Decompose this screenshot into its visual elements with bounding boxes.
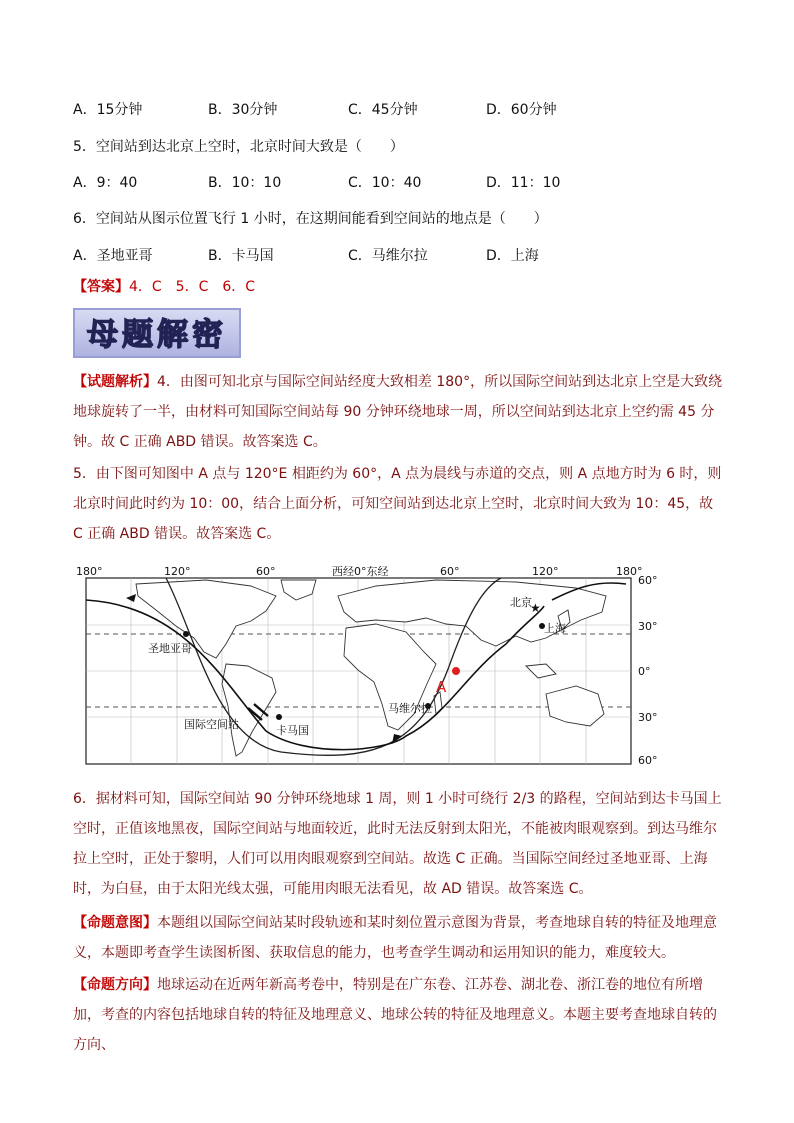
kama-dot (276, 714, 282, 720)
lat-label-60n: 60° (638, 574, 658, 587)
lat-label-60s: 60° (638, 754, 658, 766)
lat-label-30s: 30° (638, 711, 658, 724)
santiago-dot (183, 631, 189, 637)
beijing-star-icon: ★ (530, 601, 541, 615)
analysis-q4-text: 4．由图可知北京与国际空间站经度大致相差 180°，所以国际空间站到达北京上空是大致绕地球旋转了一半，由材料可知国际空间站每 90 分钟环绕地球一周，所以空间站到达北京上空约需 45 分钟。故 C 正确 ABD 错误。故答案选 C。 (73, 374, 723, 450)
q5-option-c: C．10：40 (348, 175, 422, 191)
santiago-label: 圣地亚哥 (148, 642, 192, 655)
direction-tag: 【命题方向】 (73, 977, 157, 993)
q4-option-b: B．30分钟 (208, 102, 278, 118)
q5-option-a: A．9：40 (73, 175, 138, 191)
mother-question-decode-stamp (73, 307, 241, 359)
point-a-label: A (436, 678, 447, 696)
q4-option-a: A．15分钟 (73, 102, 143, 118)
direction-block (73, 970, 725, 1060)
q4-option-c: C．45分钟 (348, 102, 418, 118)
analysis-tag: 【试题解析】 (73, 374, 157, 390)
kama-label: 卡马国 (276, 724, 309, 737)
shanghai-label: 上海 (544, 622, 566, 635)
intent-block (73, 908, 725, 968)
q6-option-a: A．圣地亚哥 (73, 248, 153, 264)
point-a-dot (452, 667, 460, 675)
intent-tag: 【命题意图】 (73, 915, 157, 931)
top-label-60w: 60° (256, 566, 276, 578)
iss-label: 国际空间站 (184, 718, 239, 731)
answer-text: 4．C 5．C 6．C (129, 279, 256, 295)
top-label-0: 西经0°东经 (332, 566, 389, 578)
beijing-label: 北京 (510, 596, 532, 609)
maweierla-label: 马维尔拉 (388, 702, 432, 715)
q4-option-d: D．60分钟 (486, 102, 557, 118)
top-label-60e: 60° (440, 566, 460, 578)
top-label-120e: 120° (532, 566, 559, 578)
lat-label-30n: 30° (638, 620, 658, 633)
intent-text: 本题组以国际空间站某时段轨迹和某时刻位置示意图为背景，考查地球自转的特征及地理意义，本题即考查学生读图析图、获取信息的能力，也考查学生调动和运用知识的能力，难度较大。 (73, 915, 717, 961)
answer-line (73, 277, 255, 297)
top-label-180w: 180° (76, 566, 103, 578)
analysis-q5-text: 5．由下图可知图中 A 点与 120°E 相距约为 60°，A 点为晨线与赤道的交点，则 A 点地方时为 6 时，则北京时间此时约为 10：00，结合上面分析，可知空间站到达北京上空时，北京时间大致为 10：45，故 C 正确 ABD 错误。故答案选 C。 (73, 466, 722, 542)
top-label-120w: 120° (164, 566, 191, 578)
iss-orbit-world-map (76, 566, 686, 766)
q5-option-d: D．11：10 (486, 175, 561, 191)
q5-stem: 5．空间站到达北京上空时，北京时间大致是（ ） (73, 139, 404, 155)
q6-option-d: D．上海 (486, 248, 539, 264)
analysis-q4 (73, 367, 725, 457)
answer-tag: 【答案】 (73, 279, 129, 295)
q6-stem: 6．空间站从图示位置飞行 1 小时，在这期间能看到空间站的地点是（ ） (73, 211, 548, 227)
analysis-q6-text: 6．据材料可知，国际空间站 90 分钟环绕地球 1 周，则 1 小时可绕行 2/3 的路程，空间站到达卡马国上空时，正值该地黑夜，国际空间站与地面较近，此时无法反射到太阳光，不能被肉眼观察到。到达马维尔拉上空时，正处于黎明，人们可以用肉眼观察到空间站。故选 C 正确。当国际空间经过圣地亚哥、上海时，为白昼，由于太阳光线太强，可能用肉眼无法看见，故 AD 错误。故答案选 C。 (73, 791, 722, 897)
top-label-180e: 180° (616, 566, 643, 578)
q6-option-b: B．卡马国 (208, 248, 274, 264)
q6-option-c: C．马维尔拉 (348, 248, 428, 264)
direction-text: 地球运动在近两年新高考卷中，特别是在广东卷、江苏卷、湖北卷、浙江卷的地位有所增加，考查的内容包括地球自转的特征及地理意义、地球公转的特征及地理意义。本题主要考查地球自转的方向、 (73, 977, 717, 1053)
q5-option-b: B．10：10 (208, 175, 282, 191)
svg-text:母题解密: 母题解密 (87, 317, 227, 353)
analysis-q5 (73, 459, 725, 549)
lat-label-0: 0° (638, 665, 651, 678)
analysis-q6 (73, 784, 725, 904)
